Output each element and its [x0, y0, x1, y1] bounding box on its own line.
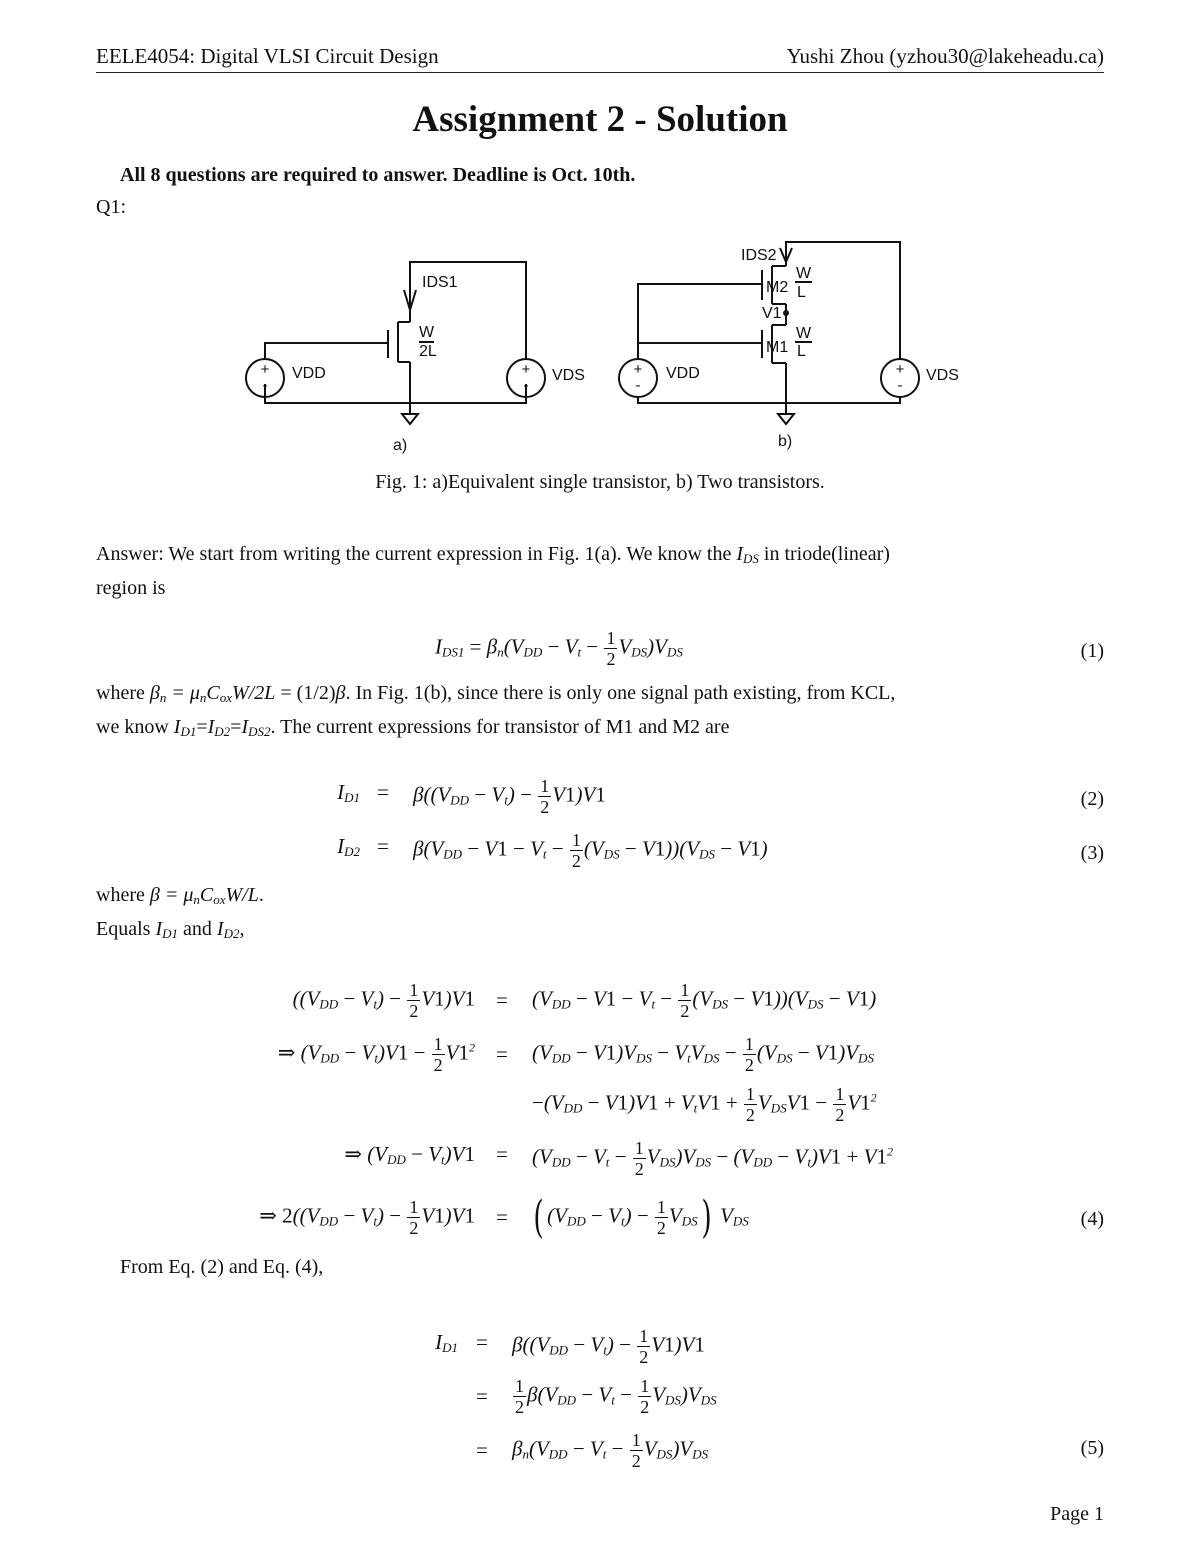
equation-2-rhs: $\beta((V_{DD} - V_t)$ − $\frac{1}{2}$ V1)V1 [413, 776, 606, 817]
equation-5-line-3: $\beta_n(V_{DD} - V_t$ − $\frac{1}{2}$ $V_{DS})V_{DS}$ [512, 1430, 709, 1471]
length-label-a: 2L [419, 343, 437, 360]
equation-5-line-3-equals: = [476, 1438, 488, 1462]
derivation-line-4-equals: = [496, 1142, 508, 1166]
equation-3-lhs: $I_{D2}$ [337, 834, 360, 859]
equation-number-2: (2) [1080, 788, 1104, 810]
derivation-line-2-equals: = [496, 1042, 508, 1066]
vds-label-b: VDS [926, 367, 959, 384]
derivation-line-1-rhs: ($V_{DD} - V1 - V_t$ − $\frac{1}{2}$ $(V_{DS} - V1))(V_{DS} - V1)$ [532, 980, 877, 1021]
page-title: Assignment 2 - Solution [412, 99, 788, 140]
figure-1-circuits [0, 230, 1200, 470]
equation-number-1: (1) [1080, 640, 1104, 662]
instructions: All 8 questions are required to answer. Deadline is Oct. 10th. [120, 164, 636, 186]
m1-label: M1 [766, 339, 789, 356]
equation-5-line-2: $\frac{1}{2}$ $\beta(V_{DD} - V_t$ − $\frac{1}{2}$ $V_{DS})V_{DS}$ [515, 1376, 717, 1417]
ids1-label: IDS1 [422, 274, 458, 291]
answer-paragraph: Answer: We start from writing the current expression in Fig. 1(a). We know the $I_{DS}$ in triode(linear) region is [96, 543, 890, 599]
derivation-line-2-lhs: ⇒ $(V_{DD} - V_t)V1$ − $\frac{1}{2}$ $V1^2$ [277, 1034, 475, 1075]
width-label-m2: W [796, 265, 812, 282]
length-label-m1: L [797, 343, 806, 360]
figure-caption: Fig. 1: a)Equivalent single transistor, b) Two transistors. [375, 471, 825, 493]
vdd-label-b: VDD [666, 365, 700, 382]
svg-text:-: - [262, 377, 268, 394]
svg-text:-: - [523, 377, 529, 394]
equation-5-lhs: $I_{D1}$ [435, 1330, 458, 1355]
derivation-line-1-equals: = [496, 988, 508, 1012]
course-header: EELE4054: Digital VLSI Circuit Design [96, 44, 439, 68]
author-header: Yushi Zhou (yzhou30@lakeheadu.ca) [786, 44, 1104, 68]
ids2-label: IDS2 [741, 247, 777, 264]
m2-label: M2 [766, 279, 789, 296]
beta-n-paragraph: where $\beta_n = \mu_nC_{ox}W/2L = (1/2)\beta$. In Fig. 1(b), since there is only one signal path existing, from KCL, we know $I_{D1}=I_{D2}=I_{DS2}$. The current expressions for transistor of M1 and M2 are [96, 682, 896, 739]
svg-text:-: - [897, 377, 903, 394]
derivation-line-4-rhs: ($V_{DD} - V_t$ − $\frac{1}{2}$ $V_{DS})V_{DS} - (V_{DD} - V_t)V1 + V1^2$ [532, 1138, 893, 1179]
derivation-line-4-lhs: ⇒ $(V_{DD} - V_t)V1$ [344, 1142, 475, 1167]
equation-number-5: (5) [1080, 1437, 1104, 1459]
width-label-m1: W [796, 325, 812, 342]
question-label: Q1: [96, 196, 126, 218]
derivation-line-1-lhs: ($(V_{DD} - V_t)$ − $\frac{1}{2}$ V1)V1 [292, 980, 475, 1021]
svg-text:+: + [633, 361, 643, 378]
figure-b-label: b) [778, 433, 793, 450]
equation-3-rhs: $\beta(V_{DD} - V1 - V_t$ − $\frac{1}{2}$ $(V_{DS} - V1))(V_{DS} - V1)$ [413, 830, 768, 871]
vds-label-a: VDS [552, 367, 585, 384]
equation-2-equals: = [377, 780, 389, 804]
v1-node-label: V1 [762, 305, 782, 322]
svg-text:+: + [521, 361, 531, 378]
derivation-line-5-lhs: ⇒ $2((V_{DD} - V_t)$ − $\frac{1}{2}$ V1)V1 [259, 1197, 475, 1238]
derivation-line-5-rhs: ( $(V_{DD} - V_t)$ − $\frac{1}{2}$ $V_{DS}$) $V_{DS}$ [533, 1191, 749, 1243]
svg-text:+: + [260, 361, 270, 378]
equation-number-3: (3) [1080, 842, 1104, 864]
equation-5-line-2-equals: = [476, 1384, 488, 1408]
equation-5-line-1: $\beta((V_{DD} - V_t)$ − $\frac{1}{2}$ V1)V1 [512, 1326, 705, 1367]
vdd-label-a: VDD [292, 365, 326, 382]
header-rule [96, 72, 1104, 73]
svg-text:-: - [635, 377, 641, 394]
svg-text:+: + [895, 361, 905, 378]
width-label-a: W [419, 324, 435, 341]
beta-definition: where $\beta = \mu_nC_{ox}W/L$. Equals $I_{D1}$ and $I_{D2}$, [96, 884, 264, 941]
from-eq-text: From Eq. (2) and Eq. (4), [120, 1256, 324, 1278]
derivation-line-3: $-(V_{DD} - V1)V1 + V_tV1$ + $\frac{1}{2}$ $V_{DS}V1$ − $\frac{1}{2}$ $V1^2$ [532, 1084, 877, 1125]
equation-number-4: (4) [1080, 1208, 1104, 1230]
equation-3-equals: = [377, 834, 389, 858]
derivation-line-2-rhs: $(V_{DD} - V1)V_{DS} - V_tV_{DS}$ − $\frac{1}{2}$ $(V_{DS} - V1)V_{DS}$ [532, 1034, 874, 1075]
derivation-line-5-equals: = [496, 1205, 508, 1229]
equation-2-lhs: $I_{D1}$ [337, 780, 360, 805]
page-number: Page 1 [1050, 1503, 1104, 1525]
figure-a-label: a) [393, 437, 408, 454]
equation-1: $I_{DS1} = \beta_n(V_{DD} - V_t$ − $\frac{1}{2}$ $V_{DS})V_{DS}$ [435, 628, 683, 669]
length-label-m2: L [797, 284, 806, 301]
equation-5-line-1-equals: = [476, 1330, 488, 1354]
